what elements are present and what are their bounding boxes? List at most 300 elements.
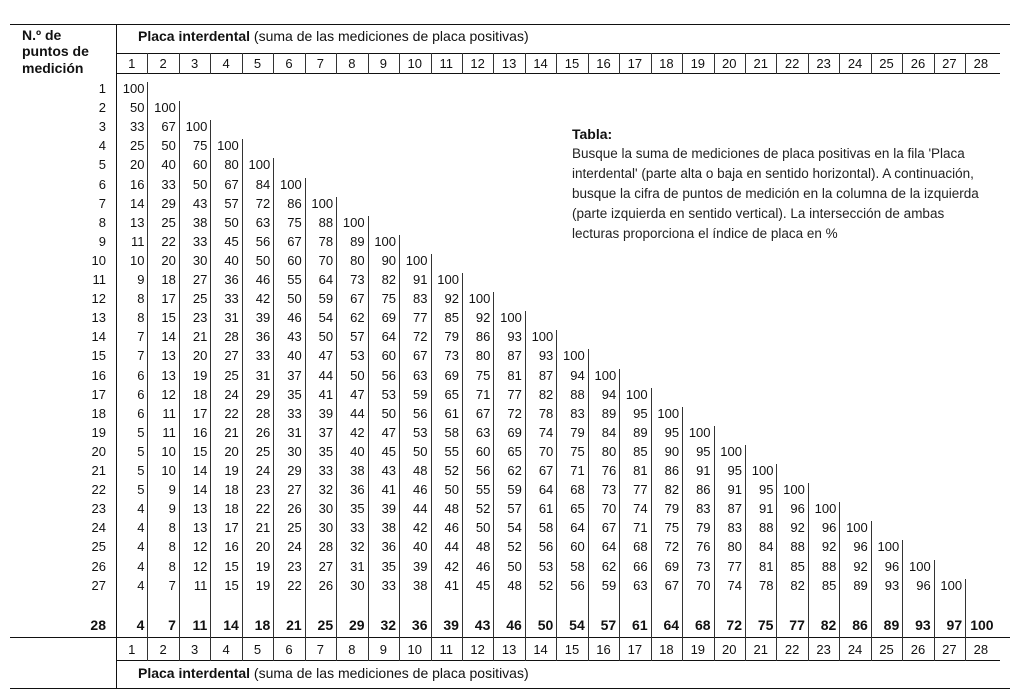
table-cell: 100 [437, 272, 459, 287]
table-cell: 39 [255, 310, 271, 326]
table-cell: 43 [192, 195, 208, 211]
top-column-number: 5 [253, 56, 262, 71]
table-cell: 37 [318, 424, 334, 440]
table-cell: 50 [255, 252, 271, 268]
table-cell: 10 [129, 252, 145, 268]
table-cell: 100 [217, 138, 239, 154]
table-cell: 30 [350, 577, 365, 593]
row-label: 15 [91, 348, 106, 364]
top-column-number: 9 [379, 56, 387, 71]
bottom-column-number: 13 [501, 642, 517, 657]
table-cell: 60 [570, 539, 585, 555]
top-column-number: 15 [564, 56, 580, 71]
table-cell: 86 [287, 195, 302, 211]
bottom-column-number: 28 [973, 642, 989, 657]
table-cell: 30 [318, 520, 334, 536]
table-cell: 43 [474, 617, 491, 633]
table-cell: 43 [287, 329, 302, 345]
table-cell: 79 [444, 329, 459, 345]
table-cell: 61 [632, 617, 648, 633]
table-cell: 33 [224, 291, 239, 307]
table-cell: 84 [255, 176, 271, 192]
table-cell: 33 [255, 348, 271, 364]
table-cell: 93 [915, 617, 931, 633]
table-cell: 36 [224, 272, 239, 287]
table-cell: 89 [883, 617, 900, 633]
table-cell: 67 [224, 176, 239, 192]
table-cell: 40 [224, 252, 239, 268]
table-cell: 20 [224, 443, 239, 459]
table-cell: 26 [255, 424, 271, 440]
table-cell: 100 [405, 252, 428, 268]
table-cell: 80 [601, 443, 617, 459]
table-cell: 77 [413, 310, 428, 326]
rows-header-line3: medición [22, 60, 84, 76]
table-cell: 13 [161, 367, 176, 383]
bottom-column-number: 23 [816, 642, 831, 657]
table-cell: 96 [884, 558, 900, 574]
table-cell: 21 [255, 520, 271, 536]
table-cell: 46 [287, 310, 302, 326]
bottom-columns-title-rest: (suma de las mediciones de placa positivas) [250, 665, 529, 681]
bottom-columns-title-bold: Placa interdental [138, 665, 251, 681]
table-cell: 4 [137, 520, 145, 536]
table-cell: 46 [444, 520, 459, 536]
table-cell: 92 [821, 539, 837, 555]
bottom-column-number: 7 [316, 642, 325, 657]
table-cell: 45 [381, 443, 397, 459]
table-cell: 58 [444, 424, 459, 440]
table-cell: 75 [664, 520, 680, 536]
table-cell: 88 [821, 558, 837, 574]
table-cell: 91 [758, 501, 774, 517]
table-cell: 8 [168, 520, 176, 536]
table-cell: 100 [594, 367, 617, 383]
top-column-number: 23 [816, 56, 831, 71]
table-cell: 65 [444, 386, 459, 402]
table-cell: 35 [318, 443, 334, 459]
table-cell: 59 [507, 482, 522, 498]
row-label: 28 [90, 617, 106, 633]
table-cell: 100 [877, 539, 900, 555]
table-cell: 24 [287, 539, 302, 555]
bottom-column-number: 26 [910, 642, 926, 657]
table-cell: 62 [350, 310, 365, 326]
row-label: 14 [91, 329, 106, 345]
table-cell: 39 [443, 617, 459, 633]
table-cell: 83 [413, 291, 428, 307]
table-cell: 78 [538, 405, 554, 421]
table-cell: 41 [381, 482, 397, 498]
table-cell: 48 [413, 463, 428, 478]
row-label: 21 [91, 463, 106, 478]
table-cell: 40 [413, 539, 428, 555]
table-cell: 21 [224, 424, 239, 440]
table-cell: 24 [224, 386, 239, 402]
table-cell: 56 [255, 233, 271, 249]
top-column-number: 14 [533, 56, 548, 71]
table-cell: 12 [192, 558, 208, 574]
table-cell: 11 [162, 405, 176, 421]
table-cell: 81 [507, 367, 522, 383]
table-cell: 73 [444, 348, 459, 364]
top-column-number: 11 [439, 56, 453, 71]
table-cell: 59 [318, 291, 334, 307]
table-cell: 68 [570, 482, 585, 498]
table-cell: 30 [287, 443, 302, 459]
table-cell: 84 [758, 539, 774, 555]
table-cell: 20 [192, 348, 208, 364]
rows-header-line2: puntos de [22, 43, 89, 59]
table-cell: 50 [161, 138, 176, 154]
table-cell: 30 [192, 252, 208, 268]
table-cell: 100 [185, 119, 208, 135]
table-cell: 67 [475, 405, 491, 421]
table-cell: 75 [381, 291, 397, 307]
table-cell: 93 [538, 348, 554, 364]
table-cell: 74 [538, 424, 554, 440]
table-cell: 56 [475, 463, 491, 478]
table-cell: 48 [507, 577, 522, 593]
table-cell: 65 [507, 443, 522, 459]
top-column-number: 2 [159, 56, 167, 71]
table-cell: 96 [821, 520, 837, 536]
table-cell: 77 [727, 558, 742, 574]
table-cell: 81 [758, 558, 774, 574]
bottom-column-number: 16 [596, 642, 611, 657]
table-cell: 4 [137, 501, 145, 517]
top-column-number: 19 [690, 56, 706, 71]
table-cell: 36 [255, 329, 271, 345]
table-cell: 19 [255, 577, 271, 593]
table-cell: 10 [161, 443, 176, 459]
bottom-column-number: 3 [190, 642, 199, 657]
table-cell: 72 [255, 195, 271, 211]
table-cell: 68 [694, 617, 711, 633]
table-cell: 33 [161, 176, 176, 192]
table-cell: 75 [570, 443, 585, 459]
rows-header-line1: N.º de [22, 27, 62, 43]
table-cell: 16 [129, 176, 145, 192]
table-cell: 62 [601, 558, 617, 574]
table-cell: 14 [192, 482, 208, 498]
bottom-column-number: 5 [253, 642, 262, 657]
table-cell: 100 [248, 157, 271, 173]
table-cell: 92 [444, 291, 459, 307]
table-cell: 18 [224, 501, 239, 517]
table-cell: 82 [538, 386, 554, 402]
table-cell: 21 [286, 617, 302, 633]
table-cell: 40 [350, 443, 365, 459]
table-cell: 66 [633, 558, 648, 574]
table-cell: 64 [381, 329, 397, 345]
table-cell: 80 [727, 539, 742, 555]
table-cell: 83 [570, 405, 585, 421]
bottom-column-number: 19 [690, 642, 706, 657]
table-cell: 31 [287, 424, 302, 440]
table-cell: 100 [500, 310, 522, 326]
table-cell: 7 [137, 348, 145, 364]
table-cell: 48 [475, 539, 491, 555]
top-column-number: 18 [659, 56, 674, 71]
table-cell: 50 [381, 405, 397, 421]
top-column-number: 27 [942, 56, 957, 71]
table-cell: 59 [601, 577, 617, 593]
table-cell: 100 [154, 100, 176, 116]
table-cell: 53 [381, 386, 397, 402]
bottom-column-number: 11 [439, 642, 453, 657]
bottom-column-number: 10 [407, 642, 422, 657]
table-cell: 56 [570, 577, 585, 593]
table-cell: 56 [381, 367, 397, 383]
table-cell: 40 [287, 348, 302, 364]
table-cell: 11 [162, 424, 176, 440]
table-cell: 58 [538, 520, 554, 536]
top-column-number: 28 [973, 56, 989, 71]
table-cell: 58 [570, 558, 585, 574]
row-label: 27 [91, 577, 106, 593]
bottom-column-number: 27 [942, 642, 957, 657]
table-cell: 50 [413, 443, 428, 459]
table-cell: 83 [696, 501, 711, 517]
bottom-column-number: 24 [847, 642, 863, 657]
table-cell: 47 [318, 348, 334, 364]
table-cell: 80 [224, 157, 239, 173]
table-cell: 50 [444, 482, 459, 498]
top-column-number: 7 [316, 56, 325, 71]
table-cell: 8 [168, 539, 176, 555]
table-cell: 18 [192, 386, 208, 402]
table-cell: 46 [475, 558, 491, 574]
top-column-number: 22 [784, 56, 800, 71]
table-cell: 72 [664, 539, 680, 555]
row-label: 8 [98, 214, 106, 230]
table-cell: 5 [137, 424, 145, 440]
table-cell: 14 [161, 329, 176, 345]
table-cell: 87 [727, 501, 742, 517]
table-cell: 79 [696, 520, 711, 536]
row-label: 22 [91, 482, 106, 498]
table-cell: 15 [192, 443, 208, 459]
table-cell: 64 [570, 520, 585, 536]
row28-bottom-rule [10, 637, 1010, 638]
table-cell: 35 [350, 501, 365, 517]
table-cell: 63 [475, 424, 491, 440]
row-label: 9 [98, 233, 106, 249]
table-cell: 50 [287, 291, 302, 307]
table-cell: 73 [696, 558, 711, 574]
table-cell: 60 [287, 252, 302, 268]
table-cell: 32 [318, 482, 334, 498]
table-cell: 67 [538, 463, 554, 478]
table-cell: 14 [129, 195, 145, 211]
table-cell: 94 [601, 386, 617, 402]
table-cell: 70 [601, 501, 617, 517]
table-cell: 28 [224, 329, 239, 345]
table-cell: 38 [350, 463, 365, 478]
table-cell: 61 [444, 405, 459, 421]
table-cell: 38 [413, 577, 428, 593]
bottom-column-number: 18 [659, 642, 674, 657]
table-cell: 9 [168, 482, 176, 498]
table-cell: 69 [444, 367, 459, 383]
table-cell: 45 [224, 233, 239, 249]
table-cell: 9 [168, 501, 176, 517]
table-cell: 44 [350, 405, 365, 421]
bottom-column-number: 22 [784, 642, 800, 657]
table-cell: 36 [381, 539, 397, 555]
table-cell: 20 [161, 252, 176, 268]
table-cell: 50 [537, 617, 554, 633]
table-cell: 100 [970, 617, 994, 633]
table-cell: 57 [350, 329, 365, 345]
bottom-column-number: 17 [627, 642, 643, 657]
table-cell: 22 [255, 501, 271, 517]
table-cell: 77 [507, 386, 522, 402]
table-cell: 52 [538, 577, 554, 593]
table-cell: 64 [318, 272, 334, 287]
row-label: 2 [98, 100, 106, 116]
table-cell: 42 [255, 291, 271, 307]
top-column-number: 1 [128, 56, 136, 71]
table-cell: 47 [381, 424, 397, 440]
table-cell: 85 [633, 443, 648, 459]
bottom-column-number: 14 [533, 642, 548, 657]
table-cell: 100 [846, 520, 868, 536]
table-cell: 95 [664, 424, 680, 440]
table-cell: 88 [570, 386, 585, 402]
table-cell: 74 [633, 501, 648, 517]
table-cell: 29 [255, 386, 271, 402]
table-cell: 50 [350, 367, 365, 383]
row-label: 3 [98, 119, 106, 135]
table-cell: 4 [137, 558, 145, 574]
table-cell: 89 [633, 424, 648, 440]
table-cell: 5 [137, 482, 145, 498]
bottom-rule [10, 688, 1010, 689]
table-cell: 27 [224, 348, 239, 364]
table-cell: 20 [255, 539, 271, 555]
table-cell: 72 [726, 617, 742, 633]
table-cell: 57 [224, 195, 239, 211]
table-cell: 91 [413, 272, 428, 287]
table-cell: 18 [254, 617, 271, 633]
table-cell: 89 [350, 233, 365, 249]
table-cell: 79 [570, 424, 585, 440]
table-cell: 46 [506, 617, 522, 633]
table-cell: 77 [789, 617, 805, 633]
table-cell: 55 [287, 272, 302, 287]
table-cell: 17 [224, 520, 239, 536]
table-cell: 85 [821, 577, 837, 593]
table-cell: 26 [287, 501, 302, 517]
table-cell: 62 [507, 463, 522, 478]
top-column-number: 16 [596, 56, 611, 71]
table-cell: 5 [137, 463, 145, 478]
row-label: 6 [98, 176, 106, 192]
table-cell: 8 [137, 310, 145, 326]
table-cell: 85 [790, 558, 805, 574]
table-cell: 13 [161, 348, 176, 364]
table-cell: 100 [563, 348, 585, 364]
table-cell: 84 [601, 424, 617, 440]
table-cell: 35 [287, 386, 302, 402]
table-cell: 100 [657, 405, 680, 421]
table-cell: 80 [475, 348, 491, 364]
table-cell: 28 [318, 539, 334, 555]
table-cell: 33 [318, 463, 334, 478]
table-cell: 96 [916, 577, 931, 593]
table-cell: 52 [444, 463, 459, 478]
table-cell: 91 [696, 463, 711, 478]
bottom-column-number: 9 [379, 642, 387, 657]
row-label: 7 [98, 195, 106, 211]
table-cell: 31 [350, 558, 365, 574]
table-cell: 63 [413, 367, 428, 383]
table-cell: 79 [664, 501, 680, 517]
row-label: 10 [91, 252, 106, 268]
table-cell: 100 [908, 558, 931, 574]
table-cell: 33 [287, 405, 302, 421]
top-column-number: 21 [753, 56, 768, 71]
table-cell: 75 [757, 617, 774, 633]
table-cell: 96 [790, 501, 805, 517]
table-cell: 21 [192, 329, 208, 345]
table-cell: 60 [192, 157, 208, 173]
instruction-note-body: Busque la suma de mediciones de placa positivas en la fila 'Placa interdental' (parte alta o baja en sentido horizontal). A continuación, busque la cifra de puntos de medición en la columna de la izquierda (parte izquierda en sentido vertical). La intersección de ambas lecturas proporciona el índice de placa en % [572, 146, 979, 241]
table-cell: 95 [758, 482, 774, 498]
table-cell: 92 [475, 310, 491, 326]
table-cell: 14 [192, 463, 208, 478]
table-cell: 88 [758, 520, 774, 536]
table-cell: 10 [161, 463, 176, 478]
table-cell: 64 [538, 482, 554, 498]
table-cell: 28 [255, 405, 271, 421]
table-cell: 53 [350, 348, 365, 364]
table-cell: 42 [350, 424, 365, 440]
row-label: 26 [91, 558, 106, 574]
table-cell: 57 [600, 617, 617, 633]
table-cell: 33 [350, 520, 365, 536]
table-cell: 52 [507, 539, 522, 555]
table-cell: 100 [342, 214, 365, 230]
table-cell: 39 [413, 558, 428, 574]
table-cell: 83 [727, 520, 742, 536]
table-cell: 25 [129, 138, 145, 154]
table-cell: 17 [192, 405, 208, 421]
bottom-column-number: 12 [470, 642, 485, 657]
table-cell: 71 [475, 386, 491, 402]
table-cell: 100 [688, 424, 711, 440]
table-cell: 100 [311, 195, 334, 211]
table-cell: 54 [318, 310, 334, 326]
table-cell: 29 [287, 463, 302, 478]
table-cell: 100 [625, 386, 648, 402]
table-cell: 52 [475, 501, 491, 517]
table-cell: 47 [350, 386, 365, 402]
top-column-number: 26 [910, 56, 926, 71]
table-cell: 55 [444, 443, 459, 459]
table-cell: 27 [192, 272, 208, 287]
top-rule [10, 24, 1010, 25]
table-cell: 8 [168, 558, 176, 574]
table-cell: 46 [413, 482, 428, 498]
row-label: 20 [91, 443, 106, 459]
top-column-number: 20 [722, 56, 737, 71]
table-cell: 71 [633, 520, 648, 536]
table-cell: 100 [531, 329, 554, 345]
table-cell: 19 [192, 367, 208, 383]
